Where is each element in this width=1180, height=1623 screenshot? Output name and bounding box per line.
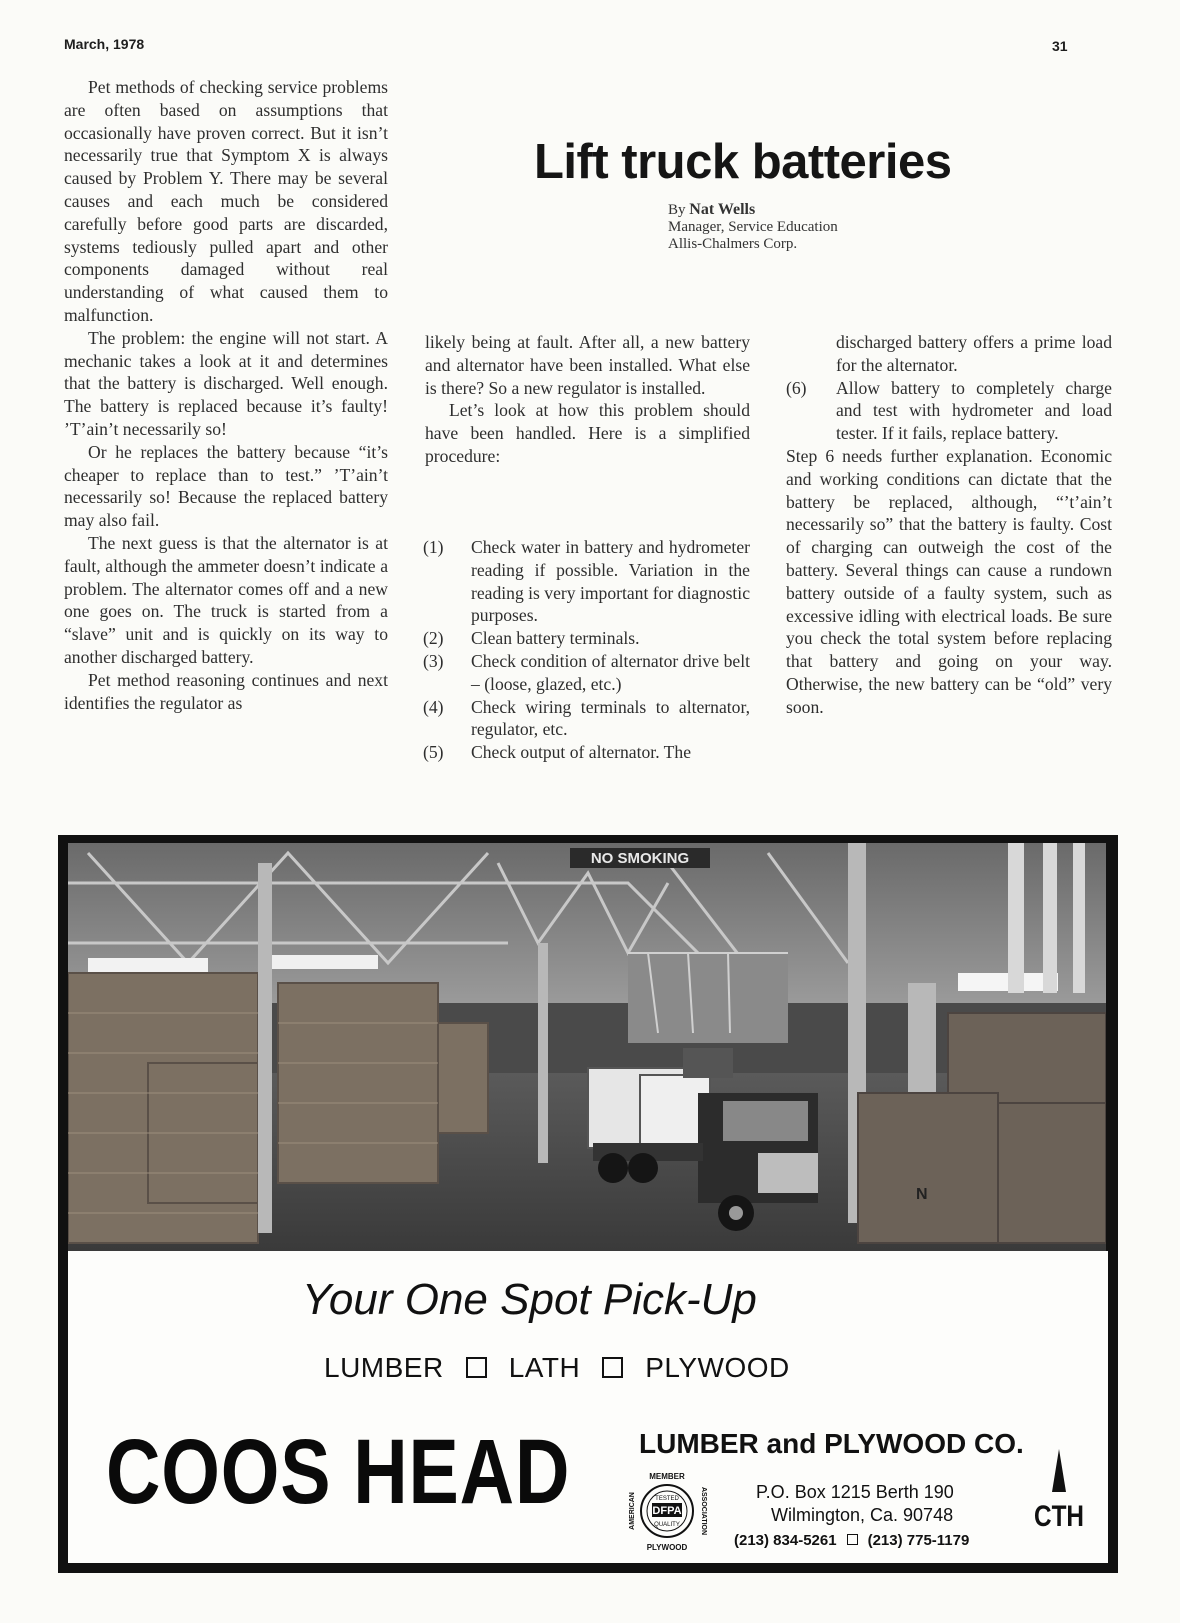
byline	[668, 201, 928, 253]
step-number: (6)	[786, 377, 807, 398]
step-text: Check water in battery and hydrometer reading if possible. Variation in the reading is very important for diagnostic purposes.	[471, 537, 750, 626]
paragraph: Or he replaces the battery because “it’s cheaper to replace than to test.” ’T’ain’t necessarily so! Because the replaced battery may also fail.	[64, 441, 388, 531]
author-org: Allis-Chalmers Corp.	[668, 236, 798, 252]
step-text: Check wiring terminals to alternator, regulator, etc.	[471, 696, 750, 740]
phone-numbers	[734, 1532, 969, 1549]
author-title: Manager, Service Education	[668, 219, 838, 235]
byline-by: By	[668, 202, 686, 218]
product-lumber: LUMBER	[324, 1352, 444, 1383]
step-text: Allow battery to completely charge and test with hydrometer and load tester. If it fails, replace battery.	[836, 377, 1112, 444]
badge-text-bottom: PLYWOOD	[646, 1543, 688, 1552]
product-lath: LATH	[508, 1352, 581, 1383]
paragraph: Step 6 needs further explanation. Economic and working conditions can dictate that the battery be replaced, although, “’t’ain’t necessarily so” that the battery is faulty. Cost of charging can outweigh the cost of the battery. Several things can cause a rundown battery outside of a faulty system, such as excessive idling with electrical loads. Be sure you check the total system before replacing that battery and going on your way. Otherwise, the new battery can be “old” very soon.	[786, 445, 1112, 717]
list-item	[423, 741, 750, 764]
list-item	[423, 650, 750, 696]
step-continued: discharged battery offers a prime load for the alternator.	[836, 332, 1112, 375]
checkbox-square-icon	[466, 1357, 487, 1378]
step-number: (4)	[423, 696, 444, 717]
badge-text-tested: TESTED	[655, 1496, 679, 1502]
step-number: (1)	[423, 537, 444, 557]
badge-text-right: ASSOCIATION	[700, 1486, 707, 1536]
procedure-list	[423, 536, 750, 764]
issue-date: March, 1978	[64, 36, 145, 52]
column-2	[425, 331, 750, 468]
column-letter: N	[916, 1186, 928, 1203]
product-list	[324, 1352, 790, 1384]
phone-1: (213) 834-5261	[734, 1532, 837, 1549]
cth-logo	[1032, 1444, 1096, 1544]
list-item	[423, 627, 750, 650]
product-plywood: PLYWOOD	[645, 1352, 790, 1383]
paragraph: The next guess is that the alternator is at fault, although the ammeter doesn’t indicate a problem. The alternator comes off and a new one goes on. The truck is started from a “slave” unit and is quickly on its way to another discharged battery.	[64, 532, 388, 667]
badge-text-center: DFPA	[652, 1505, 682, 1517]
list-item	[423, 696, 750, 742]
step-number: (2)	[423, 628, 444, 649]
paragraph: Pet method reasoning continues and next identifies the regulator as	[64, 669, 388, 713]
list-item	[786, 377, 1112, 445]
step-text: Check condition of alternator drive belt – (loose, glazed, etc.)	[471, 650, 750, 694]
step-number: (3)	[423, 650, 444, 671]
ad-slogan: Your One Spot Pick-Up	[302, 1275, 757, 1324]
badge-text-top: MEMBER	[649, 1472, 685, 1481]
list-item	[423, 536, 750, 627]
logo-letters: CTH	[1034, 1500, 1084, 1533]
no-smoking-sign: NO SMOKING	[590, 850, 690, 867]
paragraph: The problem: the engine will not start. A mechanic takes a look at it and determines that the battery is discharged. Well enough. The battery is replaced because it’s faulty! ’T’ain’t necessarily so!	[64, 327, 388, 439]
step-number: (5)	[423, 742, 444, 763]
page-number: 31	[1052, 38, 1068, 54]
company-name: COOS HEAD	[106, 1421, 571, 1523]
paragraph: Pet methods of checking service problems are often based on assumptions that occasionally have proven correct. But it isn’t necessarily true that Symptom X is always caused by Problem Y. There may be several causes and each much be considered carefully before good parts are discarded, systems tediously pulled apart and other components damaged without real understanding of what caused them to malfunction.	[64, 77, 388, 325]
warehouse-photo	[68, 843, 1106, 1251]
company-subtitle: LUMBER and PLYWOOD CO.	[639, 1428, 1024, 1459]
author-name: Nat Wells	[689, 201, 756, 218]
badge-text-quality: QUALITY	[654, 1522, 680, 1528]
badge-text-left: AMERICAN	[629, 1492, 636, 1530]
step-text: Clean battery terminals.	[471, 628, 640, 649]
paragraph: likely being at fault. After all, a new battery and alternator have been installed. What else is there? So a new regulator is installed.	[425, 332, 750, 398]
address-line-1: P.O. Box 1215 Berth 190	[756, 1482, 954, 1502]
column-1	[64, 76, 388, 714]
column-3	[786, 331, 1112, 719]
separator-square-icon	[847, 1534, 858, 1545]
address-line-2: Wilmington, Ca. 90748	[771, 1505, 954, 1525]
paragraph: Let’s look at how this problem should have been handled. Here is a simplified procedure:	[425, 400, 750, 466]
phone-2: (213) 775-1179	[867, 1532, 970, 1549]
article-title: Lift truck batteries	[534, 135, 952, 189]
dfpa-badge-icon	[622, 1466, 712, 1556]
step-text: Check output of alternator. The	[471, 742, 692, 763]
checkbox-square-icon	[602, 1357, 623, 1378]
